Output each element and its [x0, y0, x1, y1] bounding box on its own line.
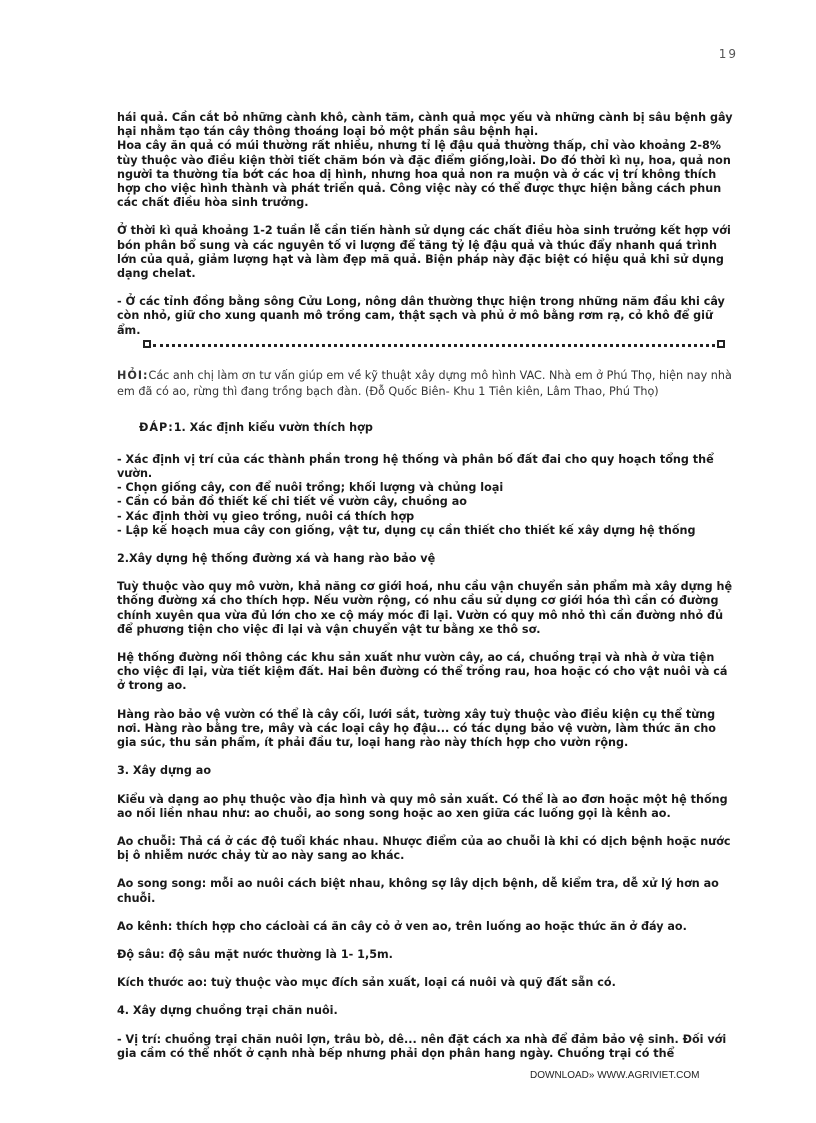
question-label: HỎI: [117, 368, 149, 382]
paragraph: - Vị trí: chuồng trại chăn nuôi lợn, trâu bò, dê... nên đặt cách xa nhà để đảm bảo vệ sinh. Đối với gia cầm có thể nhốt ở cạnh nhà bếp nhưng phải dọn phân hang ngày. Chuồng trại có thể [117, 1032, 727, 1060]
list-item: - Xác định vị trí của các thành phần trong hệ thống và phân bố đất đai cho quy hoạch tổng thể vườn. [117, 452, 714, 481]
paragraph: Độ sâu: độ sâu mặt nước thường là 1- 1,5m. [117, 947, 393, 961]
paragraph: - Ở các tỉnh đồng bằng sông Cửu Long, nông dân thường thực hiện trong những năm đầu khi cây còn nhỏ, giữ cho xung quanh mô trồng cam, thật sạch và phủ ở mô bằng rơm rạ, cỏ khô để giữ ẩm. [117, 295, 725, 337]
paragraph: Ao chuỗi: Thả cá ở các độ tuổi khác nhau. Nhược điểm của ao chuỗi là khi có dịch bệnh hoặc nước bị ô nhiễm nước chảy từ ao này sang ao khác. [117, 834, 731, 863]
paragraph: Tuỳ thuộc vào quy mô vườn, khả năng cơ giới hoá, nhu cầu vận chuyển sản phẩm mà xây dựng hệ thống đường xá cho thích hợp. Nếu vườn rộng, có nhu cầu sử dụng cơ giới hóa thì cần có đường chính xuyên qua vừa đủ lớn cho xe cộ máy móc đi lại. Vườn có quy mô nhỏ thì cần đường nhỏ đủ để phương tiện cho việc đi lại và vận chuyển vật tư bằng xe thô sơ. [117, 580, 733, 636]
separator-square-icon [143, 340, 151, 348]
paragraph: Kích thước ao: tuỳ thuộc vào mục đích sản xuất, loại cá nuôi và quỹ đất sẵn có. [117, 976, 616, 990]
step-list [117, 453, 737, 538]
separator-square-icon [717, 340, 725, 348]
paragraph: Hệ thống đường nối thông các khu sản xuất như vườn cây, ao cá, chuồng trại và nhà ở vừa tiện cho việc đi lại, vừa tiết kiệm đất. Hai bên đường có thể trồng rau, hoa hoặc có cho vật nuôi và cá ở trong ao. [117, 651, 728, 693]
answer-title: 1. Xác định kiểu vườn thích hợp [173, 420, 373, 434]
paragraph: Hoa cây ăn quả có múi thường rất nhiều, nhưng tỉ lệ đậu quả thường thấp, chỉ vào khoảng 2-8% tùy thuộc vào điều kiện thời tiết chăm bón và đặc điểm giống,loài. Do đó thời kì nụ, hoa, quả non người ta thường tỉa bớt các hoa dị hình, nhưng hoa quả non ra muộn và ở các vị trí không thích hợp cho việc hình thành và phát triển quả. Công việc này có thể được thực hiện bằng cách phun các chất điều hòa sinh trưởng. [117, 139, 731, 210]
list-item: - Cần có bản đồ thiết kế chi tiết về vườn cây, chuồng ao [117, 495, 467, 509]
paragraph: Kiểu và dạng ao phụ thuộc vào địa hình và quy mô sản xuất. Có thể là ao đơn hoặc một hệ thống ao nối liền nhau như: ao chuỗi, ao song song hoặc ao xen giữa các luống gọi là kênh ao. [117, 792, 728, 820]
answer-label: ĐÁP: [139, 420, 174, 434]
document-body [117, 111, 737, 1061]
paragraph: Hàng rào bảo vệ vườn có thể là cây cối, lưới sắt, tường xây tuỳ thuộc vào điều kiện cụ thể từng nơi. Hàng rào bằng tre, mây và các loại cây họ đậu... có tác dụng bảo vệ vườn, làm thức ăn cho gia súc, thu sản phẩm, ít phải đầu tư, loại hang rào này thích hợp cho vườn rộng. [117, 707, 716, 750]
paragraph: Ao song song: mỗi ao nuôi cách biệt nhau, không sợ lây dịch bệnh, dễ kiểm tra, dễ xử lý hơn ao chuỗi. [117, 877, 719, 905]
section-heading: 2.Xây dựng hệ thống đường xá và hang rào bảo vệ [117, 552, 436, 566]
list-item: - Chọn giống cây, con để nuôi trồng; khối lượng và chủng loại [117, 481, 504, 495]
paragraph: hái quả. Cần cắt bỏ những cành khô, cành tăm, cành quả mọc yếu và những cành bị sâu bệnh gây hại nhằm tạo tán cây thông thoáng loại bỏ một phần sâu bệnh hại. [117, 111, 733, 139]
paragraph: Ao kênh: thích hợp cho cácloài cá ăn cây cỏ ở ven ao, trên luống ao hoặc thức ăn ở đáy ao. [117, 919, 687, 933]
answer-heading [139, 421, 737, 435]
section-separator [117, 340, 737, 352]
list-item: - Xác định thời vụ gieo trồng, nuôi cá thích hợp [117, 509, 415, 523]
question-block [117, 368, 737, 401]
footer-download-link: DOWNLOAD» WWW.AGRIVIET.COM [530, 1070, 700, 1081]
list-item: - Lập kế hoạch mua cây con giống, vật tư, dụng cụ cần thiết cho thiết kế xây dựng hệ thống [117, 523, 696, 537]
section-heading: 4. Xây dựng chuồng trại chăn nuôi. [117, 1004, 338, 1018]
page-number: 19 [718, 47, 738, 61]
question-text: Các anh chị làm ơn tư vấn giúp em về kỹ thuật xây dựng mô hình VAC. Nhà em ở Phú Thọ, hiện nay nhà em đã có ao, rừng thì đang trồng bạch đàn. (Đỗ Quốc Biên- Khu 1 Tiên kiên, Lâm Thao, Phú Thọ) [117, 368, 732, 399]
paragraph: Ở thời kì quả khoảng 1-2 tuần lễ cần tiến hành sử dụng các chất điều hòa sinh trưởng kết hợp với bón phân bổ sung và các nguyên tố vi lượng để tăng tỷ lệ đậu quả và thúc đẩy nhanh quá trình lớn của quả, giảm lượng hạt và làm đẹp mã quả. Biện pháp này đặc biệt có hiệu quả khi sử dụng dạng chelat. [117, 224, 731, 281]
section-heading: 3. Xây dựng ao [117, 764, 212, 778]
separator-dotted-line [153, 344, 715, 347]
